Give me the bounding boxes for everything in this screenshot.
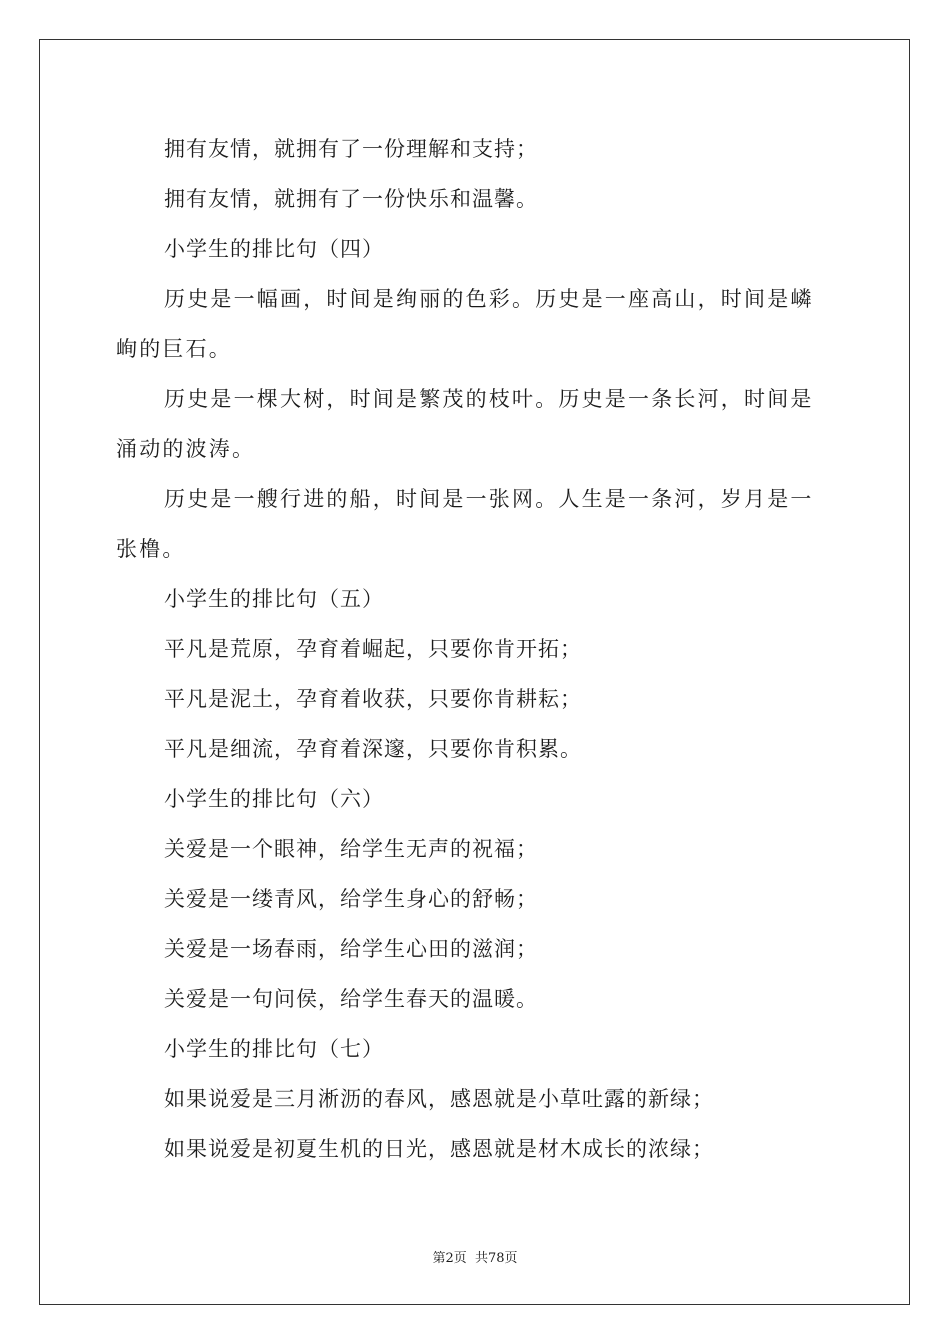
page-total: 共78页: [474, 1251, 518, 1266]
paragraph: 关爱是一个眼神，给学生无声的祝福；: [164, 837, 538, 861]
section-heading: 小学生的排比句（六）: [164, 787, 384, 811]
paragraph: 拥有友情，就拥有了一份理解和支持；: [164, 137, 538, 161]
paragraph: 关爱是一场春雨，给学生心田的滋润；: [164, 937, 538, 961]
paragraph: 历史是一棵大树，时间是繁茂的枝叶。历史是一条长河，时间是涌动的波涛。: [116, 387, 814, 461]
paragraph: 平凡是荒原，孕育着崛起，只要你肯开拓；: [164, 637, 582, 661]
paragraph: 历史是一艘行进的船，时间是一张网。人生是一条河，岁月是一张橹。: [116, 487, 814, 561]
paragraph: 关爱是一缕青风，给学生身心的舒畅；: [164, 887, 538, 911]
page-footer: [0, 1247, 950, 1266]
section-heading: 小学生的排比句（七）: [164, 1037, 384, 1061]
paragraph: 关爱是一句问侯，给学生春天的温暖。: [164, 987, 538, 1011]
page-number: 第2页: [432, 1251, 467, 1266]
paragraph: 如果说爱是初夏生机的日光，感恩就是材木成长的浓绿；: [164, 1137, 714, 1161]
paragraph: 历史是一幅画，时间是绚丽的色彩。历史是一座高山，时间是嶙峋的巨石。: [116, 287, 814, 361]
section-heading: 小学生的排比句（五）: [164, 587, 384, 611]
section-heading: 小学生的排比句（四）: [164, 237, 384, 261]
paragraph: 平凡是细流，孕育着深邃，只要你肯积累。: [164, 737, 582, 761]
paragraph: 平凡是泥土，孕育着收获，只要你肯耕耘；: [164, 687, 582, 711]
document-body: [116, 124, 836, 1174]
paragraph: 拥有友情，就拥有了一份快乐和温馨。: [164, 187, 538, 211]
paragraph: 如果说爱是三月淅沥的春风，感恩就是小草吐露的新绿；: [164, 1087, 714, 1111]
